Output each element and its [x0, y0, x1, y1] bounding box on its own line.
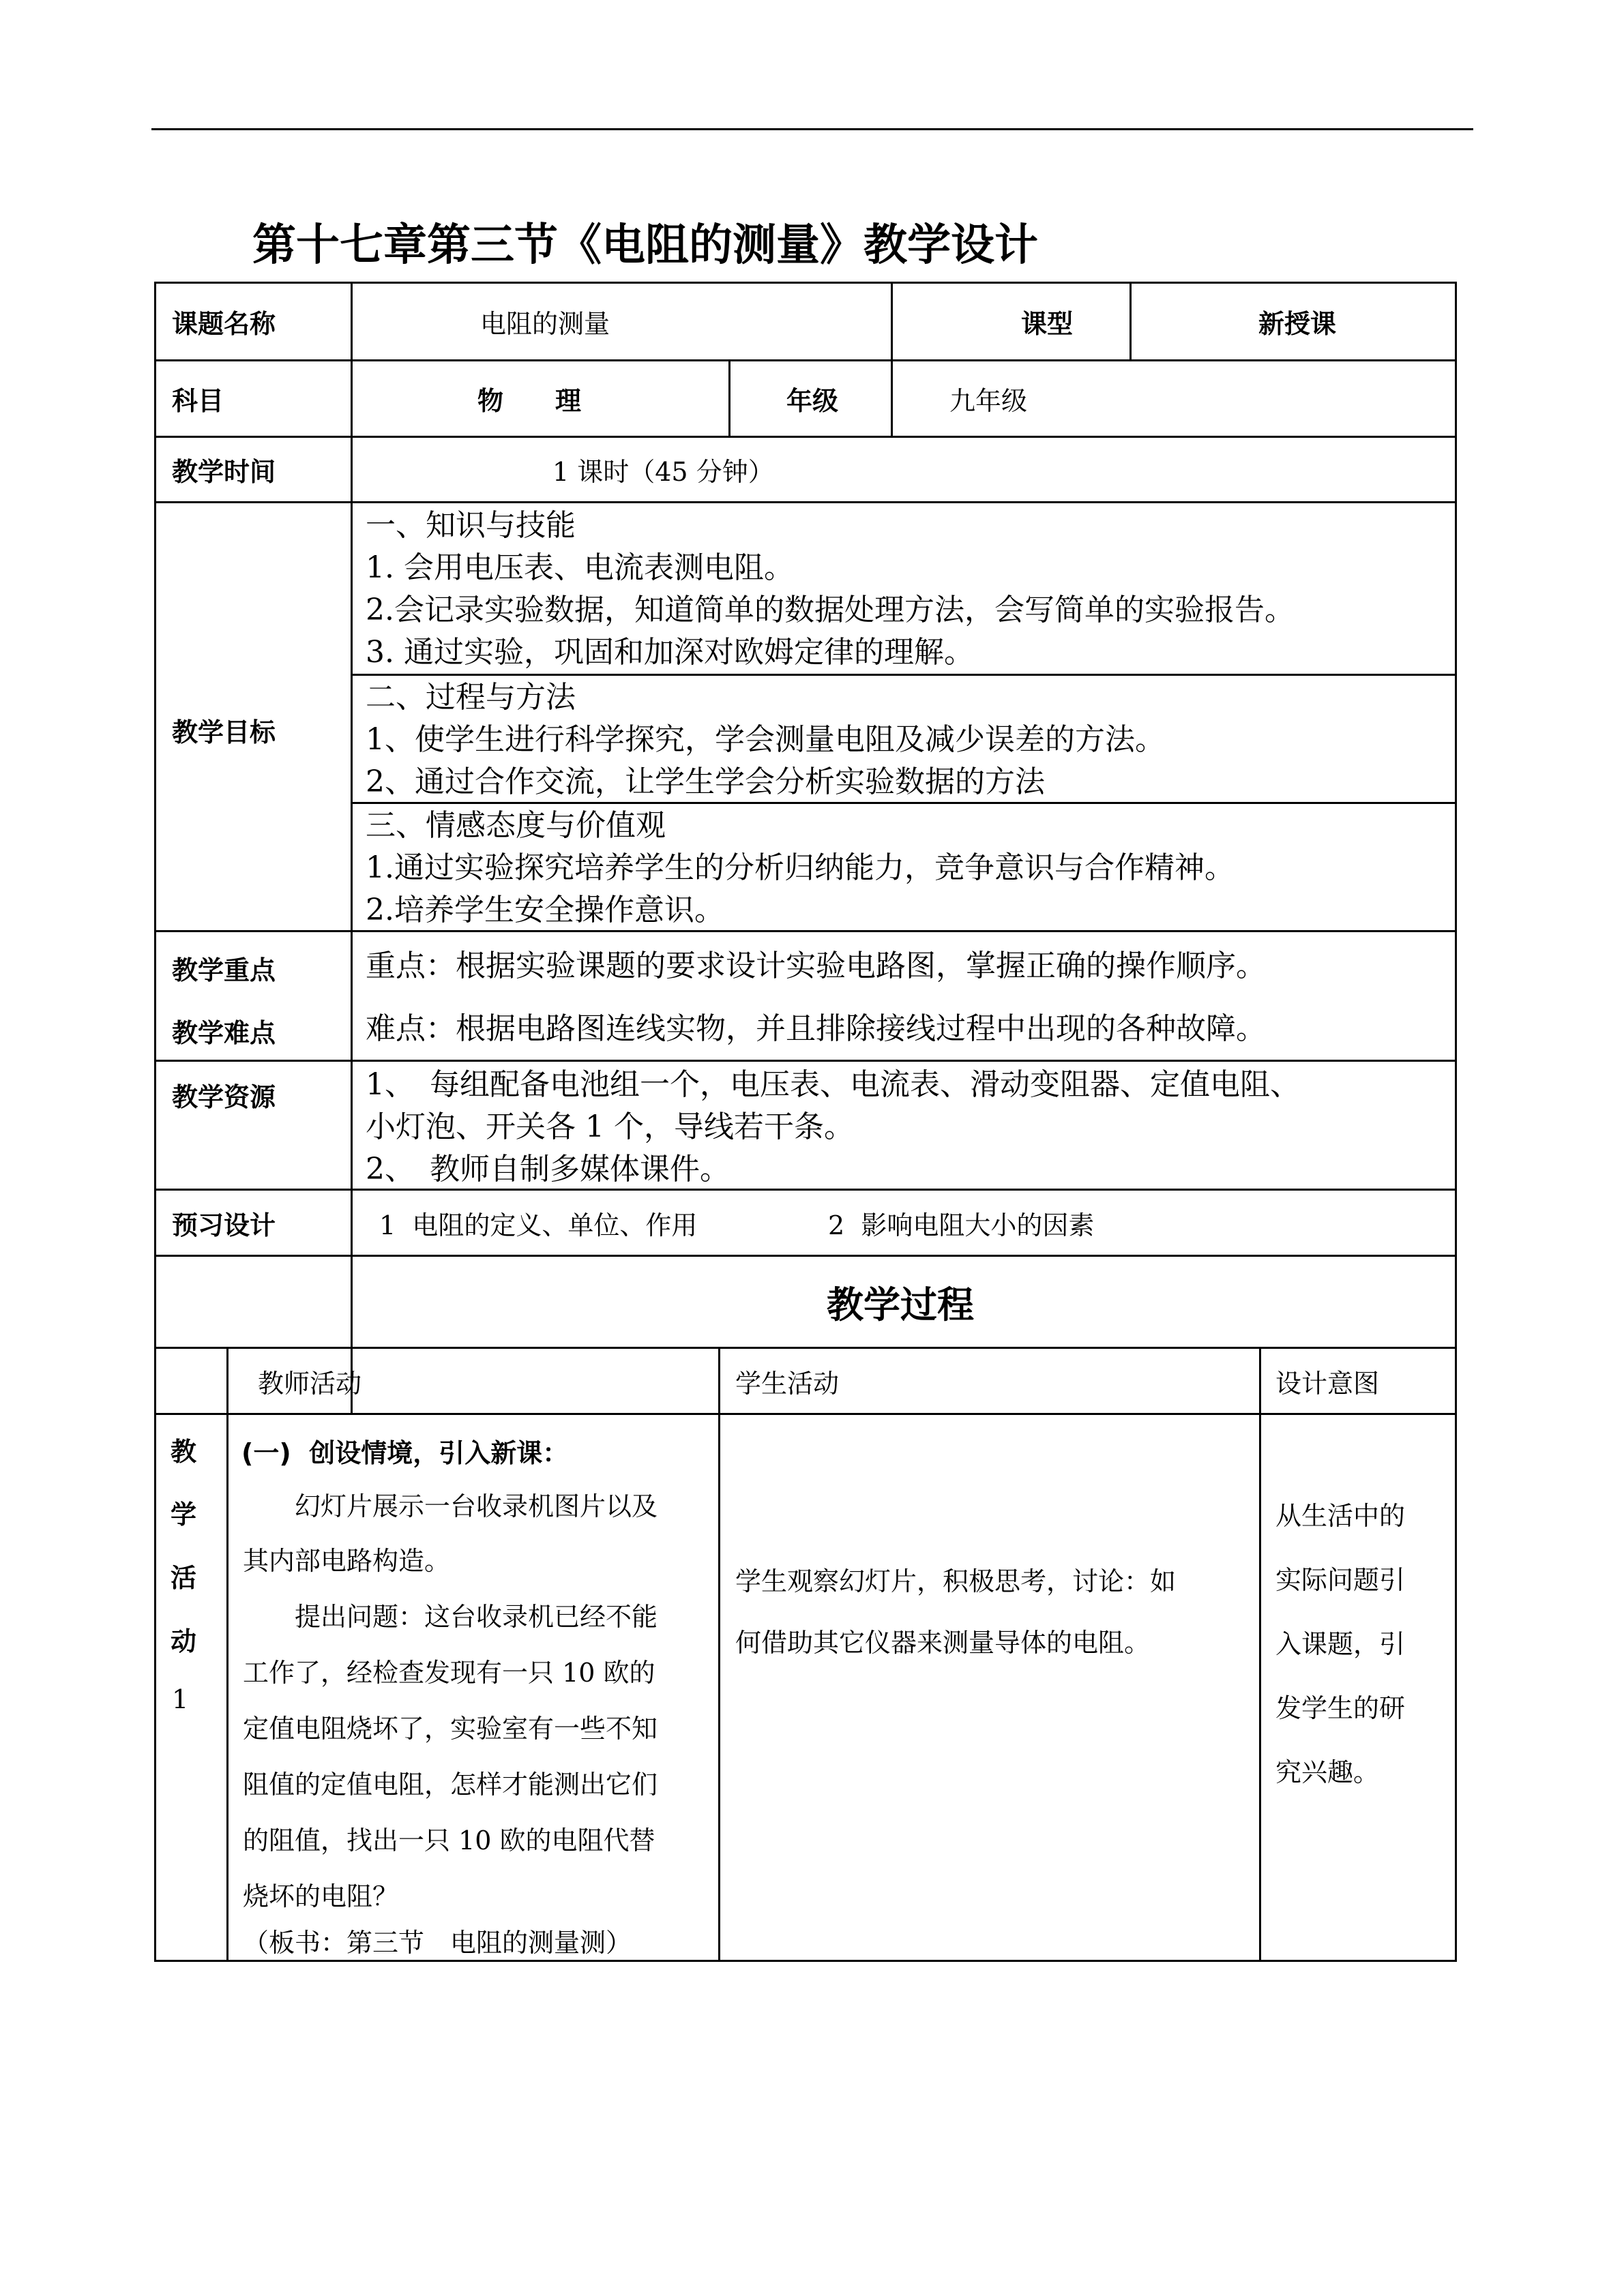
intent-line: 从生活中的 — [1275, 1501, 1406, 1531]
resources-line: 1、 每组配备电池组一个，电压表、电流表、滑动变阻器、定值电阻、 — [366, 1067, 1300, 1102]
intent-line: 究兴趣。 — [1275, 1757, 1380, 1787]
preview-item-1: 1 电阻的定义、单位、作用 — [379, 1210, 698, 1240]
goals-section2-item: 1、使学生进行科学探究，学会测量电阻及减少误差的方法。 — [366, 722, 1165, 757]
col-design-intent: 设计意图 — [1275, 1368, 1380, 1399]
goals-section3-heading: 三、情感态度与价值观 — [366, 808, 666, 843]
goals-section2-item: 2、通过合作交流，让学生学会分析实验数据的方法 — [366, 764, 1045, 799]
time-value: 1 课时（45 分钟） — [552, 457, 774, 487]
col-student-activity: 学生活动 — [735, 1368, 840, 1399]
resources-line: 小灯泡、开关各 1 个，导线若干条。 — [366, 1109, 854, 1144]
grade-value: 九年级 — [949, 386, 1028, 416]
preview-label: 预习设计 — [172, 1210, 276, 1240]
process-title: 教学过程 — [827, 1283, 974, 1326]
topic-value: 电阻的测量 — [480, 309, 610, 339]
intent-line: 入课题，引 — [1275, 1629, 1406, 1659]
preview-item-2: 2 影响电阻大小的因素 — [828, 1210, 1095, 1240]
teacher-line: 烧坏的电阻？ — [243, 1881, 399, 1911]
activity-label-char: 学 — [171, 1500, 197, 1530]
goals-section1-item: 3. 通过实验，巩固和加深对欧姆定律的理解。 — [366, 635, 974, 670]
activity-label-char: 活 — [171, 1563, 197, 1593]
activity-label-char: 教 — [171, 1437, 197, 1467]
teacher-heading: (一) 创设情境，引入新课： — [241, 1438, 569, 1468]
student-line: 学生观察幻灯片，积极思考，讨论：如 — [735, 1566, 1177, 1596]
teacher-line: 提出问题：这台收录机已经不能 — [243, 1602, 658, 1632]
goals-section3-item: 2.培养学生安全操作意识。 — [366, 893, 724, 927]
key-point-text: 重点：根据实验课题的要求设计实验电路图，掌握正确的操作顺序。 — [366, 949, 1266, 983]
time-label: 教学时间 — [172, 457, 276, 487]
page-title: 第十七章第三节《电阻的测量》教学设计 — [252, 220, 1038, 271]
subject-label: 科目 — [172, 386, 224, 416]
goals-section1-heading: 一、知识与技能 — [366, 508, 576, 543]
subject-value: 物 理 — [477, 386, 582, 416]
col-teacher-activity: 教师活动 — [258, 1368, 362, 1399]
type-label: 课型 — [1021, 309, 1074, 339]
teacher-line: 工作了，经检查发现有一只 10 欧的 — [243, 1658, 655, 1688]
resources-label: 教学资源 — [172, 1082, 276, 1112]
resources-line: 2、 教师自制多媒体课件。 — [366, 1152, 730, 1187]
teacher-line: 其内部电路构造。 — [243, 1546, 451, 1576]
intent-line: 实际问题引 — [1275, 1565, 1406, 1595]
difficult-point-label: 教学难点 — [172, 1018, 276, 1048]
teacher-line: 的阻值，找出一只 10 欧的电阻代替 — [243, 1825, 655, 1855]
activity-label-char: 1 — [172, 1684, 189, 1714]
teacher-line: 阻值的定值电阻，怎样才能测出它们 — [243, 1770, 658, 1800]
key-point-label: 教学重点 — [172, 955, 276, 985]
teacher-line: 定值电阻烧坏了，实验室有一些不知 — [243, 1714, 658, 1744]
goals-section1-item: 2.会记录实验数据，知道简单的数据处理方法，会写简单的实验报告。 — [366, 593, 1295, 627]
topic-label: 课题名称 — [172, 309, 276, 339]
goals-label: 教学目标 — [172, 717, 276, 747]
goals-section2-heading: 二、过程与方法 — [366, 680, 576, 715]
activity-label-char: 动 — [171, 1626, 197, 1656]
student-line: 何借助其它仪器来测量导体的电阻。 — [735, 1628, 1151, 1658]
type-value: 新授课 — [1258, 309, 1337, 339]
grade-label: 年级 — [786, 386, 839, 416]
difficult-point-text: 难点：根据电路图连线实物，并且排除接线过程中出现的各种故障。 — [366, 1011, 1266, 1046]
goals-section3-item: 1.通过实验探究培养学生的分析归纳能力，竞争意识与合作精神。 — [366, 850, 1235, 885]
intent-line: 发学生的研 — [1275, 1693, 1406, 1723]
goals-section1-item: 1. 会用电压表、电流表测电阻。 — [366, 550, 794, 585]
teacher-line: （板书：第三节 电阻的测量测） — [243, 1928, 632, 1958]
teacher-line: 幻灯片展示一台收录机图片以及 — [243, 1491, 658, 1521]
header-rule — [151, 128, 1473, 130]
